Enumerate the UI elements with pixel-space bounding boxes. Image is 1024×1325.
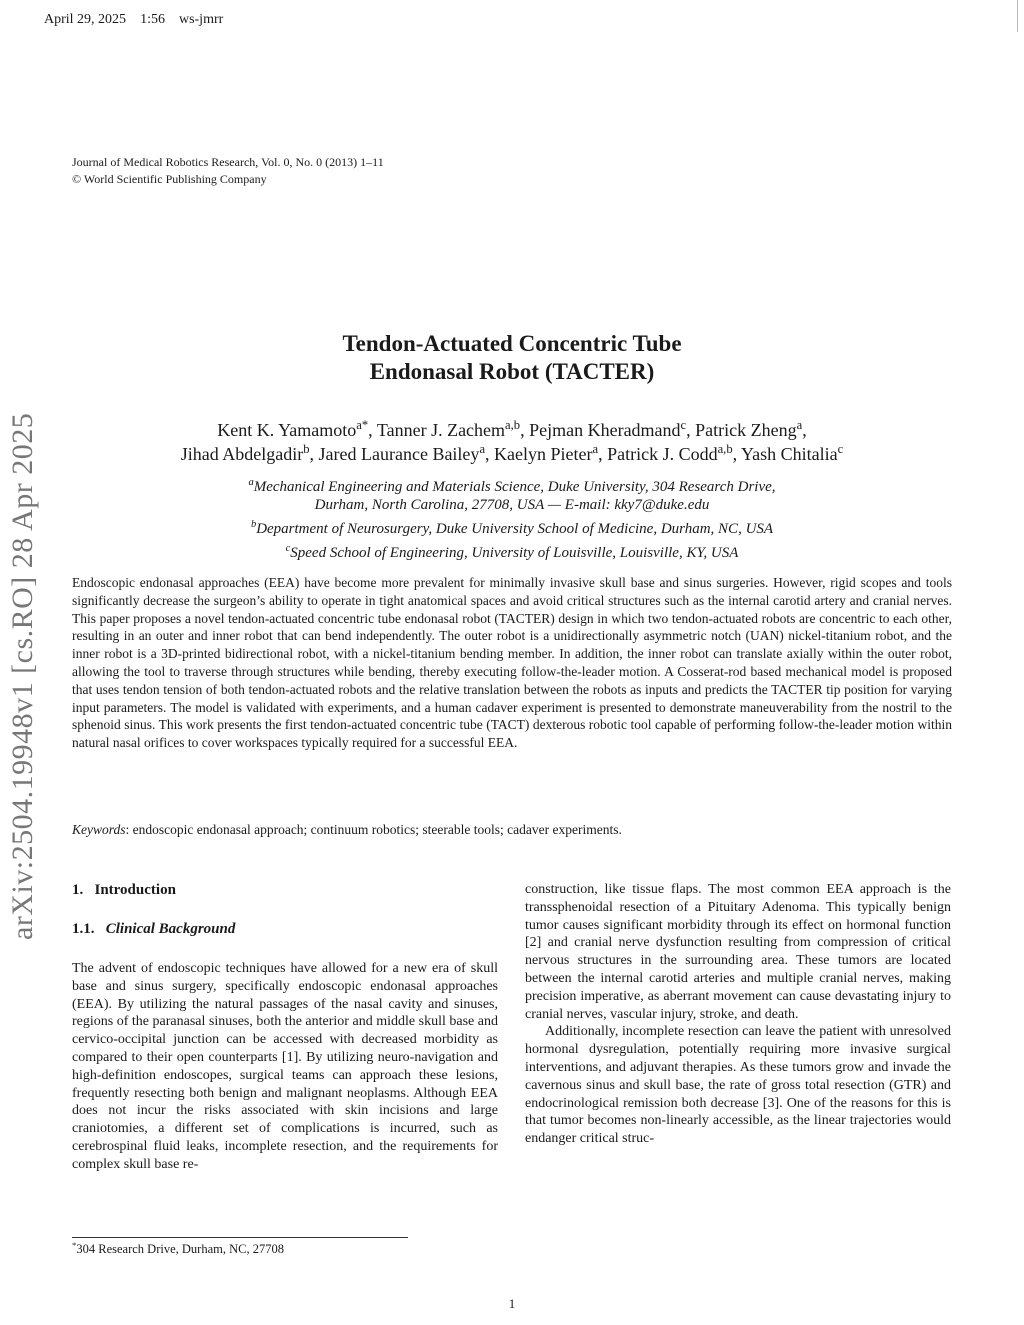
author-name: Jihad Abdelgadir bbox=[180, 444, 304, 464]
affiliation-b-text: Department of Neurosurgery, Duke University School of Medicine, Durham, NC, USA bbox=[256, 521, 774, 537]
author-affil-mark: a* bbox=[356, 418, 369, 432]
affiliation-c bbox=[0, 544, 1024, 562]
journal-citation: Journal of Medical Robotics Research, Vol. 0, No. 0 (2013) 1–11 bbox=[72, 155, 384, 169]
keywords bbox=[72, 821, 952, 838]
header-tag: ws-jmrr bbox=[178, 12, 224, 27]
author-name: Yash Chitalia bbox=[740, 444, 838, 464]
author-name: Kent K. Yamamoto bbox=[217, 420, 357, 440]
author-name: Tanner J. Zachem bbox=[376, 420, 506, 440]
section-title: Introduction bbox=[94, 882, 176, 898]
author-affil-mark: c bbox=[680, 418, 687, 432]
affiliation-c-mark: c bbox=[285, 543, 291, 554]
author-affil-mark: c bbox=[837, 442, 844, 456]
affiliation-a-text: Mechanical Engineering and Materials Science, Duke University, 304 Research Drive, bbox=[253, 479, 776, 495]
journal-copyright: © World Scientific Publishing Company bbox=[72, 172, 267, 186]
abstract: Endoscopic endonasal approaches (EEA) have become more prevalent for minimally invasive skull base and sinus surgeries. However, rigid scopes and tools significantly decrease the surgeon’s ability to operate in tight anatomical spaces and avoid critical structures such as the internal carotid artery and cranial nerves. This paper proposes a novel tendon-actuated concentric tube endonasal robot (TACTER) design in which two tendon-actuated robots are concentric to each other, resulting in an outer and inner robot that can bend independently. The outer robot is a unidirectionally asymmetric notch (UAN) nickel-titanium robot, and the inner robot is a 3D-printed bidirectional robot, with a nickel-titanium bending member. In addition, the inner robot can translate axially within the outer robot, allowing the tool to traverse through structures while bending, thereby executing follow-the-leader motion. A Cosserat-rod based mechanical model is proposed that uses tendon tension of both tendon-actuated robots and the relative translation between the robots as inputs and predicts the TACTER tip position for varying input parameters. The model is validated with experiments, and a human cadaver experiment is presented to demonstrate maneuverability from the nostril to the sphenoid sinus. This work presents the first tendon-actuated concentric tube (TACT) dexterous robotic tool capable of performing follow-the-leader motion within natural nasal orifices to cover workspaces typically required for a successful EEA. bbox=[72, 575, 952, 751]
paper-title-line2: Endonasal Robot (TACTER) bbox=[369, 359, 655, 384]
footnote-rule bbox=[72, 1237, 408, 1238]
left-column bbox=[72, 960, 498, 1174]
footnote-text: 304 Research Drive, Durham, NC, 27708 bbox=[76, 1242, 284, 1256]
footnote bbox=[72, 1239, 284, 1257]
author-line-2: Jihad Abdelgadir$^b$, Jared Laurance Bailey$^a$, Kaelyn Pieter$^a$, Patrick J. Codd$^{a,b}$, Yash Chitalia$^c$ bbox=[180, 442, 844, 464]
author-list bbox=[0, 418, 1024, 466]
paper-title bbox=[0, 330, 1024, 386]
affiliation-b bbox=[0, 520, 1024, 538]
keywords-label: Keywords bbox=[72, 822, 126, 837]
keywords-text: : endoscopic endonasal approach; continuum robotics; steerable tools; cadaver experiments. bbox=[125, 822, 622, 837]
header-time: 1:56 bbox=[140, 12, 165, 27]
author-name: Kaelyn Pieter bbox=[494, 444, 593, 464]
section-number: 1. bbox=[72, 882, 84, 898]
subsection-number: 1.1. bbox=[72, 921, 95, 937]
author-line-1: Kent K. Yamamoto$^{a*}$, Tanner J. Zachem$^{a,b}$, Pejman Kheradmand$^c$, Patrick Zheng$^a$, bbox=[217, 418, 807, 440]
author-affil-mark: a bbox=[479, 442, 486, 456]
journal-info bbox=[72, 154, 384, 188]
author-affil-mark: a,b bbox=[505, 418, 521, 432]
paper-title-line1: Tendon-Actuated Concentric Tube bbox=[342, 331, 682, 356]
subsection-title: Clinical Background bbox=[105, 921, 236, 937]
author-affil-mark: a,b bbox=[717, 442, 733, 456]
author-affil-mark: a bbox=[592, 442, 599, 456]
header-date: April 29, 2025 bbox=[44, 12, 127, 27]
footnote-mark: * bbox=[72, 1239, 77, 1250]
body-paragraph: The advent of endoscopic techniques have allowed for a new era of skull base and sinus surgery, specifically endoscopic endonasal approaches (EEA). By utilizing the natural passages of the nasal cavity and sinuses, regions of the paranasal sinuses, both the anterior and middle skull base and cervico-occipital junction can be accessed with decreased morbidity as compared to their open counterparts [1]. By utilizing neuro-navigation and high-definition endoscopes, surgical teams can approach these lesions, frequently resecting both benign and malignant neoplasms. Although EEA does not incur the risks associated with skin incisions and large craniotomies, a different set of complications is incurred, such as cerebrospinal fluid leaks, incomplete resection, and the requirements for complex skull base re- bbox=[72, 961, 498, 1172]
affiliation-a-line2: Durham, North Carolina, 27708, USA — E-mail: kky7@duke.edu bbox=[314, 497, 710, 513]
author-name: Jared Laurance Bailey bbox=[318, 444, 480, 464]
author-affil-mark: b bbox=[303, 442, 310, 456]
subsection-heading bbox=[72, 921, 235, 938]
affiliation-b-mark: b bbox=[250, 519, 257, 530]
section-heading bbox=[72, 882, 176, 899]
author-name: Pejman Kheradmand bbox=[529, 420, 681, 440]
author-affil-mark: a bbox=[796, 418, 803, 432]
affiliations bbox=[0, 478, 1024, 562]
page-number: 1 bbox=[508, 1296, 516, 1311]
affiliation-a-line1 bbox=[0, 478, 1024, 496]
affiliation-a-mark: a bbox=[248, 477, 254, 488]
body-paragraph: Additionally, incomplete resection can leave the patient with unresolved hormonal dysregulation, potentially requiring more invasive surgical interventions, and adjuvant therapies. As these tumors grow and invade the cavernous sinus and skull base, the rate of gross total resection (GTR) and endocrinological remission both decrease [3]. One of the reasons for this is that tumor becomes non-linearly accessible, as the linear trajectories would endanger critical struc- bbox=[525, 1024, 951, 1147]
right-column bbox=[525, 881, 951, 1148]
author-name: Patrick Zheng bbox=[695, 420, 797, 440]
running-header bbox=[44, 12, 223, 28]
arxiv-identifier: arXiv:2504.19948v1 [cs.RO] 28 Apr 2025 bbox=[6, 412, 39, 940]
author-name: Patrick J. Codd bbox=[607, 444, 718, 464]
body-paragraph: construction, like tissue flaps. The most common EEA approach is the transsphenoidal resection of a Pituitary Adenoma. This typically benign tumor causes significant morbidity through its effect on hormonal function [2] and cranial nerve dysfunction resulting from compression of critical nervous structures in the surrounding area. These tumors are located between the internal carotid arteries and multiple cranial nerves, making precision imperative, as aberrant movement can cause devastating injury to cranial nerves, vascular injury, stroke, and death. bbox=[525, 882, 951, 1022]
affiliation-c-text: Speed School of Engineering, University of Louisville, Louisville, KY, USA bbox=[290, 545, 739, 561]
page-edge-mark bbox=[1017, 0, 1024, 32]
